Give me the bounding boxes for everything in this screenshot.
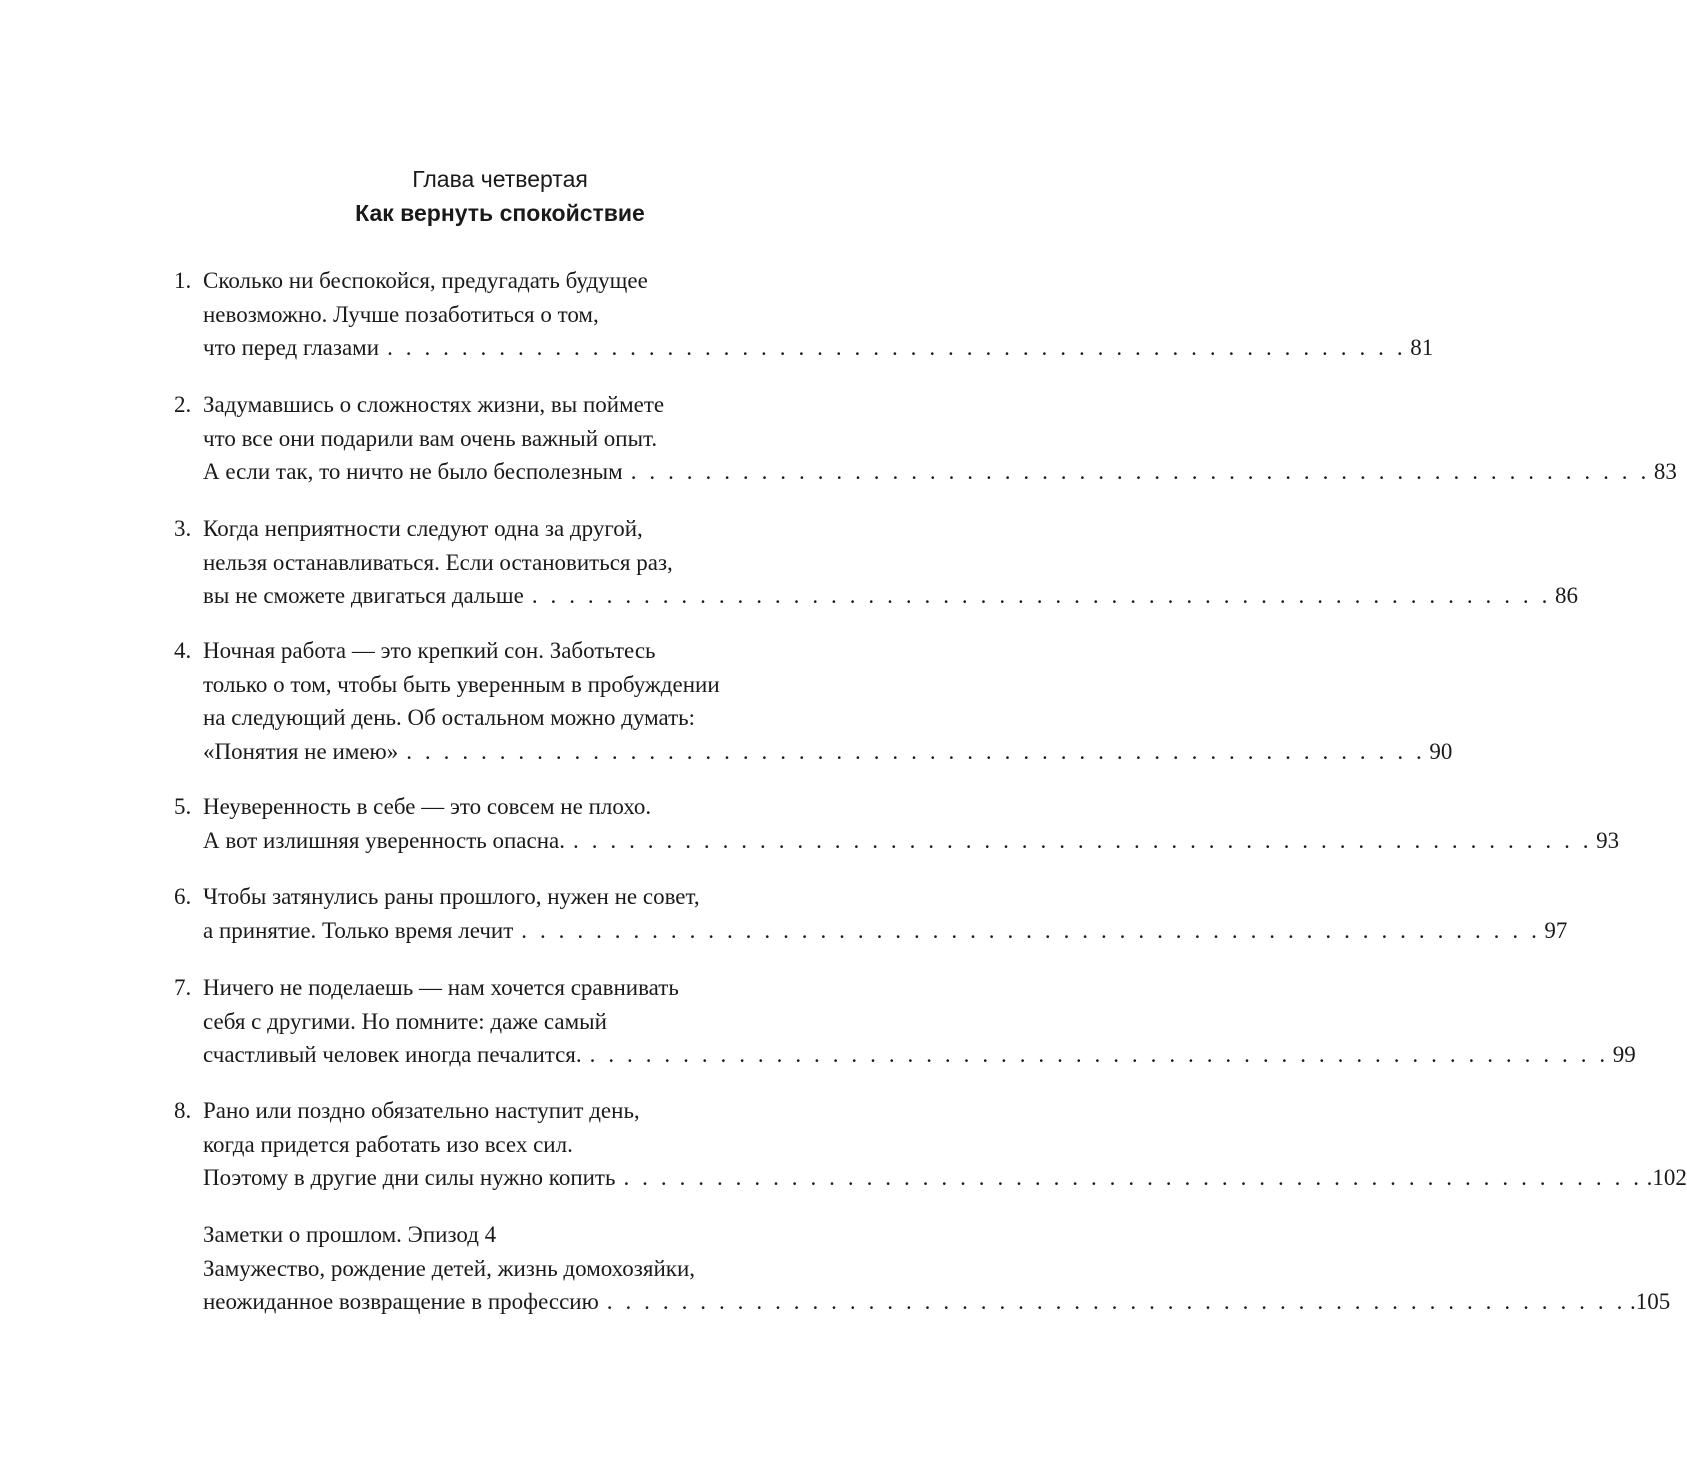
toc-entry-text: «Понятия не имею» bbox=[203, 738, 399, 764]
toc-entry-last-line bbox=[174, 1038, 1636, 1072]
toc-entry-number: 8. bbox=[174, 1098, 192, 1123]
page-number: 93 bbox=[1596, 827, 1620, 853]
toc-entry-line bbox=[174, 1094, 858, 1128]
chapter-label: Глава четвертая bbox=[412, 166, 588, 192]
toc-entry-text: вы не сможете двигаться дальше bbox=[203, 583, 524, 608]
page-number: 86 bbox=[1554, 583, 1578, 608]
toc-entry-last-line bbox=[174, 1161, 1687, 1195]
toc-entry[interactable] bbox=[174, 1094, 1687, 1195]
toc-entry-notes[interactable] bbox=[174, 1218, 1671, 1319]
dot-leader: . . . . . . . . . . . . . . . . . . . . . . . . . . . . . . . . . . . . . . . . . . . . . . . . . . . . . . . bbox=[630, 459, 1650, 484]
page-number: 83 bbox=[1653, 459, 1677, 484]
toc-entry-number: 3. bbox=[174, 516, 192, 541]
toc-entry-line bbox=[174, 264, 858, 298]
toc-entry[interactable] bbox=[174, 512, 1578, 613]
dot-leader: . . . . . . . . . . . . . . . . . . . . . . . . . . . . . . . . . . . . . . . . . . . . . . . . . . . . . . . bbox=[606, 1289, 1626, 1314]
toc-entry-text: Поэтому в другие дни силы нужно копить bbox=[203, 1165, 616, 1190]
dot-leader: . . . . . . . . . . . . . . . . . . . . . . . . . . . . . . . . . . . . . . . . . . . . . . . . . . . . . . . bbox=[573, 827, 1593, 853]
toc-entry-text: что перед глазами bbox=[203, 335, 380, 360]
toc-entry-text: Ночная работа — это крепкий сон. Заботьтесь bbox=[203, 638, 656, 663]
toc-entry-text: А если так, то ничто не было бесполезным bbox=[203, 459, 623, 484]
toc-entry[interactable] bbox=[174, 264, 1434, 365]
chapter-title: Как вернуть спокойствие bbox=[355, 200, 645, 226]
toc-entry[interactable] bbox=[174, 790, 1620, 857]
toc-entry-line bbox=[174, 634, 858, 668]
toc-entry-text: неожиданное возвращение в профессию bbox=[203, 1289, 599, 1314]
toc-entry-text: Чтобы затянулись раны прошлого, нужен не совет, bbox=[203, 884, 700, 909]
toc-entry[interactable] bbox=[174, 971, 1636, 1072]
toc-entry-text: Сколько ни беспокойся, предугадать будущее bbox=[203, 268, 648, 293]
toc-entry-number: 2. bbox=[174, 392, 192, 417]
page-number: .105 bbox=[1629, 1289, 1671, 1314]
toc-entry-last-line bbox=[174, 331, 1434, 365]
toc-entry-line bbox=[174, 512, 858, 546]
toc-entry-line bbox=[174, 790, 858, 824]
toc-entry-text: счастливый человек иногда печалится. bbox=[203, 1042, 582, 1067]
toc-entry-text: Неуверенность в себе — это совсем не плохо. bbox=[203, 794, 652, 819]
toc-entry-last-line bbox=[174, 455, 1677, 489]
toc-entry-text: Рано или поздно обязательно наступит день, bbox=[203, 1098, 640, 1123]
page-number: 99 bbox=[1612, 1042, 1636, 1067]
toc-entry-line bbox=[174, 971, 858, 1005]
page-number: 90 bbox=[1429, 738, 1453, 764]
toc-entry[interactable] bbox=[174, 634, 1453, 768]
toc-entry-line: когда придется работать изо всех сил. bbox=[203, 1131, 573, 1157]
toc-entry-line: что все они подарили вам очень важный опыт. bbox=[203, 425, 658, 451]
dot-leader: . . . . . . . . . . . . . . . . . . . . . . . . . . . . . . . . . . . . . . . . . . . . . . . . . . . . . . . bbox=[623, 1165, 1643, 1190]
toc-entry-text: Ничего не поделаешь — нам хочется сравнивать bbox=[203, 975, 679, 1000]
dot-leader: . . . . . . . . . . . . . . . . . . . . . . . . . . . . . . . . . . . . . . . . . . . . . . . . . . . . . . . bbox=[387, 335, 1407, 360]
toc-entry-line: Замужество, рождение детей, жизнь домохозяйки, bbox=[203, 1255, 696, 1281]
toc-entry-number: 1. bbox=[174, 268, 192, 293]
toc-entry-text: Когда неприятности следуют одна за другой, bbox=[203, 516, 643, 541]
toc-entry-last-line bbox=[174, 1285, 1671, 1319]
toc-entry-text: А вот излишняя уверенность опасна. bbox=[203, 827, 565, 853]
toc-entry-line: нельзя останавливаться. Если остановиться раз, bbox=[203, 549, 673, 575]
toc-entry-line bbox=[174, 880, 858, 914]
toc-entry-line: Заметки о прошлом. Эпизод 4 bbox=[203, 1222, 497, 1247]
toc-entry[interactable] bbox=[174, 388, 1677, 489]
toc-entry-last-line bbox=[174, 579, 1578, 613]
toc-entry[interactable] bbox=[174, 880, 1568, 947]
toc-entry-line: себя с другими. Но помните: даже самый bbox=[203, 1008, 607, 1034]
page-number: .102 bbox=[1646, 1165, 1687, 1190]
toc-entry-last-line bbox=[174, 914, 1568, 948]
toc-entry-last-line bbox=[174, 824, 1620, 858]
page-number: 97 bbox=[1544, 917, 1568, 943]
dot-leader: . . . . . . . . . . . . . . . . . . . . . . . . . . . . . . . . . . . . . . . . . . . . . . . . . . . . . . . bbox=[589, 1042, 1609, 1067]
toc-entry-line: только о том, чтобы быть уверенным в пробуждении bbox=[203, 671, 720, 697]
toc-entry-number: 6. bbox=[174, 884, 192, 909]
toc-entry-text: Задумавшись о сложностях жизни, вы поймете bbox=[203, 392, 665, 417]
dot-leader: . . . . . . . . . . . . . . . . . . . . . . . . . . . . . . . . . . . . . . . . . . . . . . . . . . . . . . . bbox=[521, 917, 1541, 943]
dot-leader: . . . . . . . . . . . . . . . . . . . . . . . . . . . . . . . . . . . . . . . . . . . . . . . . . . . . . . . bbox=[406, 738, 1426, 764]
toc-entry-line: на следующий день. Об остальном можно думать: bbox=[203, 705, 696, 730]
toc-entry-number: 7. bbox=[174, 975, 192, 1000]
toc-entry-number: 4. bbox=[174, 638, 192, 663]
toc-entry-last-line bbox=[174, 735, 1453, 769]
toc-entry-line bbox=[174, 388, 858, 422]
toc-entry-text: а принятие. Только время лечит bbox=[203, 917, 514, 943]
page-number: 81 bbox=[1410, 335, 1434, 360]
dot-leader: . . . . . . . . . . . . . . . . . . . . . . . . . . . . . . . . . . . . . . . . . . . . . . . . . . . . . . . bbox=[531, 583, 1551, 608]
toc-entry-line: невозможно. Лучше позаботиться о том, bbox=[203, 301, 599, 327]
toc-entry-number: 5. bbox=[174, 794, 192, 819]
